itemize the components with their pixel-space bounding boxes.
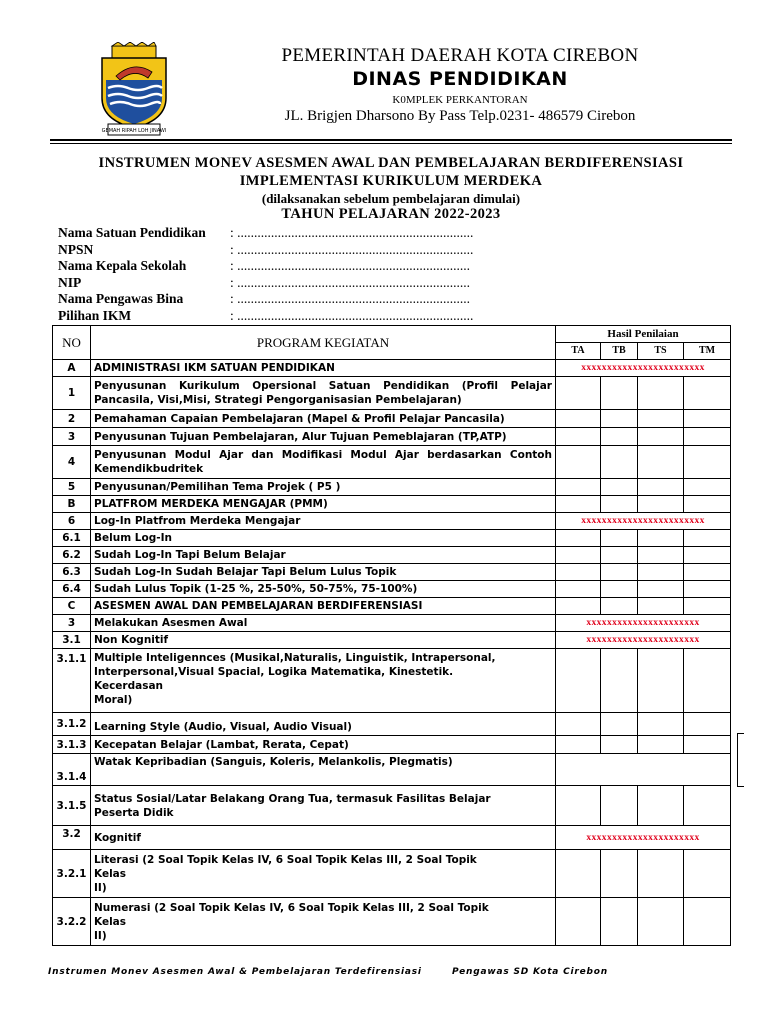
field-value-principal[interactable]: : ..................................................................... (230, 258, 471, 273)
score-cell-ta[interactable] (556, 850, 601, 898)
field-value-ikm[interactable]: : ...................................................................... (230, 308, 474, 323)
row-number: 6 (53, 513, 91, 530)
doc-title-line4: TAHUN PELAJARAN 2022-2023 (281, 206, 501, 222)
row-number: 3.1.3 (53, 736, 91, 754)
score-cell-tb[interactable] (601, 581, 638, 598)
score-cell-ts[interactable] (638, 564, 684, 581)
score-cell-tm[interactable] (684, 598, 731, 615)
row-text: ADMINISTRASI IKM SATUAN PENDIDIKAN (91, 360, 556, 377)
score-cell-tm[interactable] (684, 581, 731, 598)
score-cell-tb[interactable] (601, 377, 638, 410)
score-cell-merged[interactable] (556, 754, 731, 786)
table-row (53, 826, 731, 850)
score-cell-tm[interactable] (684, 898, 731, 946)
score-cell-tb[interactable] (601, 547, 638, 564)
row-number: 3 (53, 428, 91, 446)
score-cell-ta[interactable] (556, 898, 601, 946)
cirebon-logo-icon (98, 42, 170, 138)
col-header-ts: TS (638, 343, 684, 360)
doc-title-line3: (dilaksanakan sebelum pembelajaran dimulai) (261, 191, 521, 206)
score-cell-tb[interactable] (601, 649, 638, 713)
col-header-ta: TA (556, 343, 601, 360)
col-header-tm: TM (684, 343, 731, 360)
score-cell-tm[interactable] (684, 649, 731, 713)
table-row (53, 564, 731, 581)
row-text: Watak Kepribadian (Sanguis, Koleris, Melankolis, Plegmatis) (91, 754, 556, 786)
row-number: 3.1 (53, 632, 91, 649)
row-number: 6.1 (53, 530, 91, 547)
row-text-line: Peserta Didik (94, 806, 174, 819)
score-cell-tb[interactable] (601, 479, 638, 496)
row-text: Pemahaman Capaian Pembelajaran (Mapel & Profil Pelajar Pancasila) (91, 410, 556, 428)
field-value-supervisor[interactable]: : ..................................................................... (230, 291, 471, 306)
office-complex: K0MPLEK PERKANTORAN (392, 94, 528, 106)
row-text: Penyusunan/Pemilihan Tema Projek ( P5 ) (91, 479, 556, 496)
row-text (91, 649, 556, 713)
score-cell-ta[interactable] (556, 446, 601, 479)
row-text: Learning Style (Audio, Visual, Audio Visual) (91, 713, 556, 736)
score-cell-tm[interactable] (684, 547, 731, 564)
row-text: Penyusunan Modul Ajar dan Modifikasi Modul Ajar berdasarkan Contoh Kemendikbudritek (91, 446, 556, 479)
table-row (53, 428, 731, 446)
score-cell-ta[interactable] (556, 736, 601, 754)
score-cell-tm[interactable] (684, 736, 731, 754)
row-text: Penyusunan Kurikulum Opersional Satuan Pendidikan (Profil Pelajar Pancasila, Visi,Misi, Strategi Pengorganisasian Pembelajaran) (91, 377, 556, 410)
score-cell-ts[interactable] (638, 496, 684, 513)
row-text: Log-In Platfrom Merdeka Mengajar (91, 513, 556, 530)
office-address: JL. Brigjen Dharsono By Pass Telp.0231- 486579 Cirebon (284, 108, 636, 124)
table-row (53, 410, 731, 428)
table-row (53, 786, 731, 826)
field-label-principal: Nama Kepala Sekolah (58, 258, 187, 273)
table-row (53, 581, 731, 598)
row-number: 6.2 (53, 547, 91, 564)
row-text-line: Kelas (94, 867, 127, 880)
score-cell-tb[interactable] (601, 713, 638, 736)
field-value-school[interactable]: : ...................................................................... (230, 225, 474, 240)
score-cell-ts[interactable] (638, 598, 684, 615)
table-row (53, 754, 731, 786)
row-text-line: Status Sosial/Latar Belakang Orang Tua, termasuk Fasilitas Belajar (94, 792, 491, 805)
score-cell-ta[interactable] (556, 713, 601, 736)
row-na-marker: xxxxxxxxxxxxxxxxxxxxxx (556, 826, 731, 850)
score-cell-ts[interactable] (638, 446, 684, 479)
row-na-marker: xxxxxxxxxxxxxxxxxxxxxx (556, 615, 731, 632)
score-cell-tm[interactable] (684, 428, 731, 446)
row-number: 3.2.1 (53, 850, 91, 898)
table-row (53, 649, 731, 713)
table-row (53, 615, 731, 632)
row-text-line: Interpersonal,Visual Spacial, Logika Matematika, Kinestetik. (94, 666, 454, 678)
government-name: PEMERINTAH DAERAH KOTA CIREBON (281, 45, 639, 66)
row-text: Sudah Lulus Topik (1-25 %, 25-50%, 50-75%, 75-100%) (91, 581, 556, 598)
score-cell-ts[interactable] (638, 713, 684, 736)
table-row (53, 496, 731, 513)
score-cell-tb[interactable] (601, 564, 638, 581)
row-text: Sudah Log-In Sudah Belajar Tapi Belum Lulus Topik (91, 564, 556, 581)
row-number: 2 (53, 410, 91, 428)
score-cell-tb[interactable] (601, 446, 638, 479)
row-text: Melakukan Asesmen Awal (91, 615, 556, 632)
row-text: Belum Log-In (91, 530, 556, 547)
table-row (53, 547, 731, 564)
table-header-row (53, 326, 731, 343)
score-cell-ta[interactable] (556, 428, 601, 446)
table-row (53, 479, 731, 496)
field-label-ikm: Pilihan IKM (58, 308, 132, 323)
col-header-no: NO (53, 326, 91, 360)
row-text-line: Moral) (94, 694, 133, 706)
score-cell-tb[interactable] (601, 736, 638, 754)
table-row (53, 530, 731, 547)
field-label-npsn: NPSN (58, 242, 94, 257)
score-cell-ts[interactable] (638, 850, 684, 898)
row-number: 3.1.5 (53, 786, 91, 826)
header-divider-thick (50, 139, 732, 141)
row-number: 6.4 (53, 581, 91, 598)
score-cell-ta[interactable] (556, 581, 601, 598)
score-cell-tm[interactable] (684, 446, 731, 479)
score-cell-ts[interactable] (638, 898, 684, 946)
field-value-npsn[interactable]: : ...................................................................... (230, 242, 474, 257)
row-text-line: Kelas (94, 915, 127, 928)
row-text: Sudah Log-In Tapi Belum Belajar (91, 547, 556, 564)
office-name: DINAS PENDIDIKAN (352, 68, 568, 90)
score-cell-tb[interactable] (601, 428, 638, 446)
table-row (53, 713, 731, 736)
row-text: Kecepatan Belajar (Lambat, Rerata, Cepat) (91, 736, 556, 754)
row-text (91, 786, 556, 826)
row-number: B (53, 496, 91, 513)
row-text-line: Numerasi (2 Soal Topik Kelas IV, 6 Soal Topik Kelas III, 2 Soal Topik (94, 901, 489, 914)
score-cell-ts[interactable] (638, 649, 684, 713)
row-number: 3.2.2 (53, 898, 91, 946)
score-cell-tb[interactable] (601, 530, 638, 547)
score-cell-ta[interactable] (556, 547, 601, 564)
field-label-school: Nama Satuan Pendidikan (58, 225, 206, 240)
score-cell-ta[interactable] (556, 530, 601, 547)
score-cell-tm[interactable] (684, 410, 731, 428)
score-cell-ts[interactable] (638, 530, 684, 547)
score-cell-tm[interactable] (684, 377, 731, 410)
table-row (53, 360, 731, 377)
footer-left: Instrumen Monev Asesmen Awal & Pembelajaran Terdefirensiasi (48, 967, 422, 977)
score-cell-ts[interactable] (638, 736, 684, 754)
score-cell-ts[interactable] (638, 479, 684, 496)
row-text (91, 898, 556, 946)
score-cell-ta[interactable] (556, 564, 601, 581)
field-label-nip: NIP (58, 275, 82, 290)
score-cell-tm[interactable] (684, 786, 731, 826)
score-cell-ts[interactable] (638, 581, 684, 598)
logo-motto: GEMAH RIPAH LOH JINAWI (101, 128, 167, 134)
row-number: 6.3 (53, 564, 91, 581)
score-cell-ta[interactable] (556, 479, 601, 496)
table-row (53, 850, 731, 898)
row-na-marker: xxxxxxxxxxxxxxxxxxxxxx (556, 632, 731, 649)
doc-title-line2: IMPLEMENTASI KURIKULUM MERDEKA (239, 173, 543, 189)
table-row (53, 377, 731, 410)
score-cell-tb[interactable] (601, 496, 638, 513)
score-cell-tm[interactable] (684, 530, 731, 547)
score-cell-ta[interactable] (556, 410, 601, 428)
doc-title-line1: INSTRUMEN MONEV ASESMEN AWAL DAN PEMBELAJARAN BERDIFERENSIASI (98, 155, 684, 171)
score-cell-ts[interactable] (638, 410, 684, 428)
row-number: A (53, 360, 91, 377)
row-number: 3.1.1 (53, 649, 91, 713)
score-cell-tb[interactable] (601, 786, 638, 826)
field-label-supervisor: Nama Pengawas Bina (58, 291, 184, 306)
table-row (53, 632, 731, 649)
header-divider-thin (50, 143, 732, 144)
score-cell-ts[interactable] (638, 377, 684, 410)
score-cell-tm[interactable] (684, 496, 731, 513)
score-cell-ta[interactable] (556, 377, 601, 410)
row-na-marker: xxxxxxxxxxxxxxxxxxxxxxxx (556, 513, 731, 530)
score-cell-tm[interactable] (684, 479, 731, 496)
row-number: 3.1.4 (53, 754, 91, 786)
row-text: ASESMEN AWAL DAN PEMBELAJARAN BERDIFERENSIASI (91, 598, 556, 615)
row-text-line: Literasi (2 Soal Topik Kelas IV, 6 Soal Topik Kelas III, 2 Soal Topik (94, 853, 477, 866)
row-text-line: Multiple Inteligennces (Musikal,Naturalis, Linguistik, Intrapersonal, (94, 652, 496, 664)
row-number: C (53, 598, 91, 615)
field-value-nip[interactable]: : ..................................................................... (230, 275, 471, 290)
score-cell-ta[interactable] (556, 786, 601, 826)
score-cell-tm[interactable] (684, 564, 731, 581)
row-number: 3.2 (53, 826, 91, 850)
score-cell-ts[interactable] (638, 786, 684, 826)
score-cell-ta[interactable] (556, 649, 601, 713)
table-row (53, 736, 731, 754)
row-text: Kognitif (91, 826, 556, 850)
row-na-marker: xxxxxxxxxxxxxxxxxxxxxxxx (556, 360, 731, 377)
table-row (53, 598, 731, 615)
row-text: Penyusunan Tujuan Pembelajaran, Alur Tujuan Pemeblajaran (TP,ATP) (91, 428, 556, 446)
score-cell-ts[interactable] (638, 547, 684, 564)
row-text-line: II) (94, 881, 107, 894)
score-cell-tb[interactable] (601, 850, 638, 898)
col-header-hasil: Hasil Penilaian (556, 326, 731, 343)
row-number: 5 (53, 479, 91, 496)
table-row (53, 446, 731, 479)
assessment-table (52, 325, 731, 946)
row-number: 3 (53, 615, 91, 632)
score-cell-ta[interactable] (556, 496, 601, 513)
score-cell-tm[interactable] (684, 850, 731, 898)
row-number: 4 (53, 446, 91, 479)
row-text (91, 850, 556, 898)
score-cell-ta[interactable] (556, 598, 601, 615)
score-cell-tb[interactable] (601, 598, 638, 615)
score-cell-ts[interactable] (638, 428, 684, 446)
score-cell-tm[interactable] (684, 713, 731, 736)
score-cell-tb[interactable] (601, 898, 638, 946)
score-cell-tb[interactable] (601, 410, 638, 428)
row-number: 1 (53, 377, 91, 410)
col-header-tb: TB (601, 343, 638, 360)
page-edge-bracket (737, 733, 744, 787)
row-number: 3.1.2 (53, 713, 91, 736)
row-text-line: II) (94, 929, 107, 942)
col-header-program: PROGRAM KEGIATAN (91, 326, 556, 360)
row-text-line: Kecerdasan (94, 680, 164, 692)
row-text: PLATFROM MERDEKA MENGAJAR (PMM) (91, 496, 556, 513)
row-text: Non Kognitif (91, 632, 556, 649)
table-row (53, 513, 731, 530)
table-row (53, 898, 731, 946)
footer-right: Pengawas SD Kota Cirebon (452, 967, 608, 977)
